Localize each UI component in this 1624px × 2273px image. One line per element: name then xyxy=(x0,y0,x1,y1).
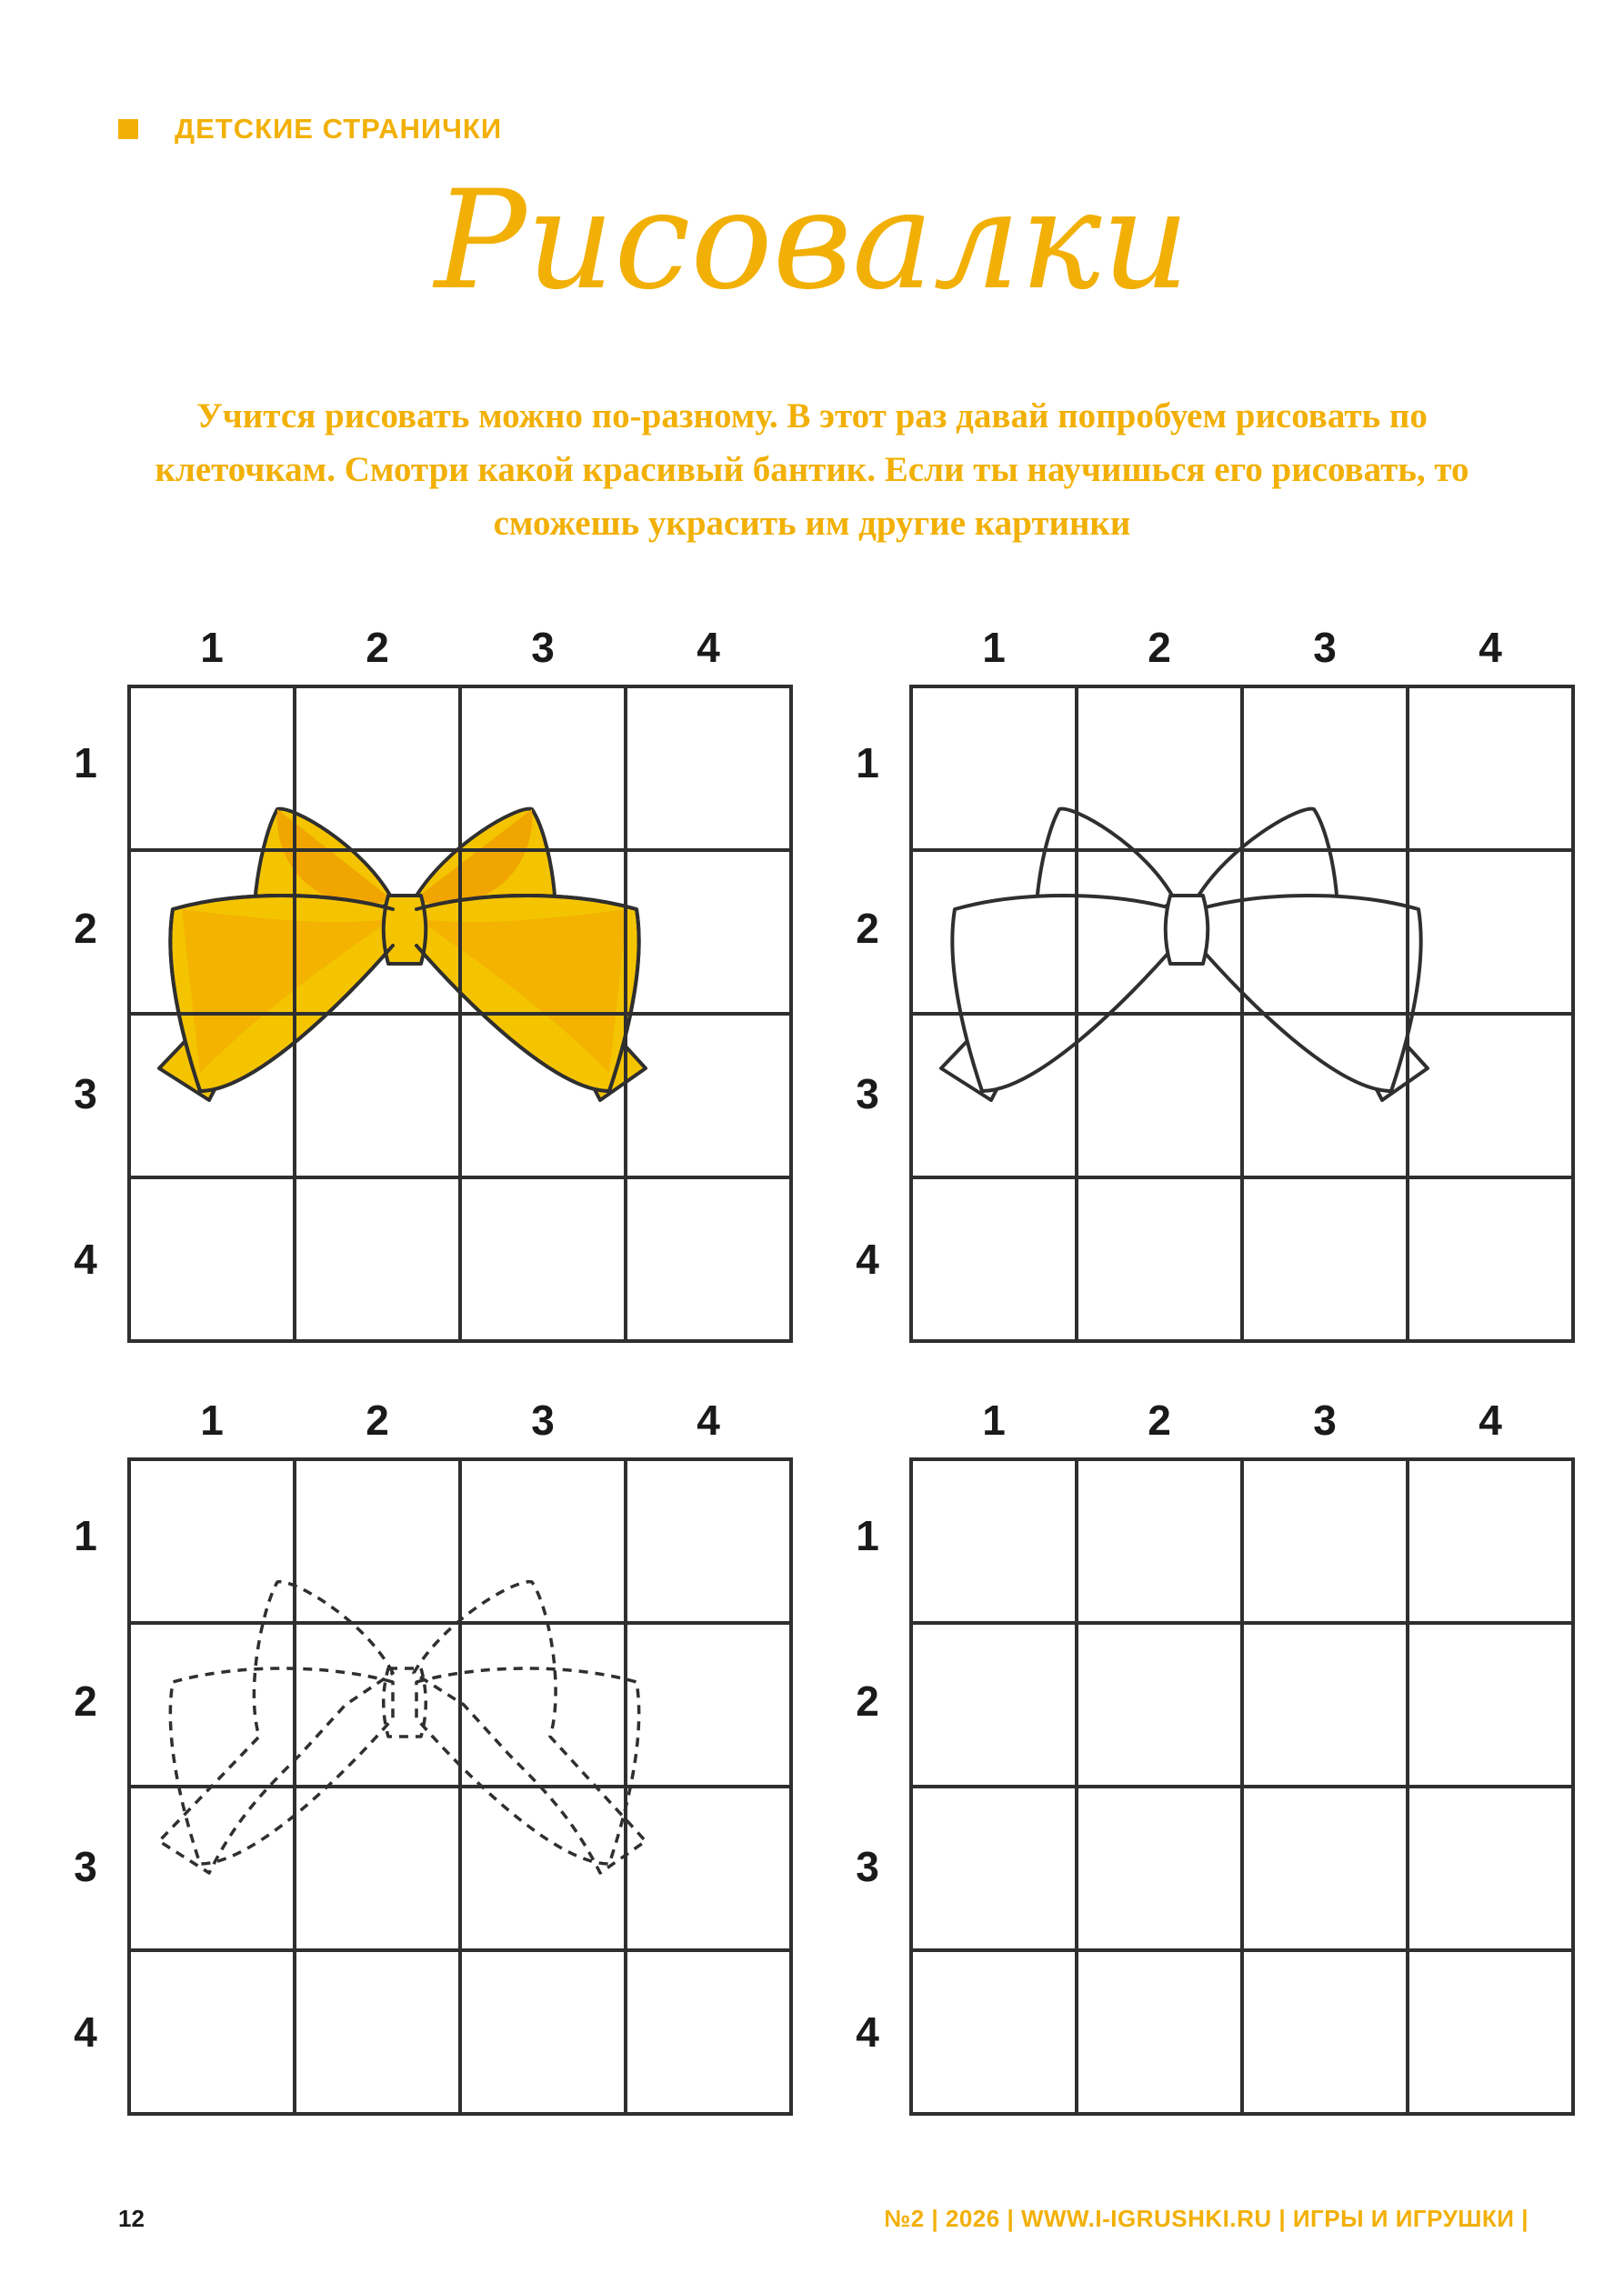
grid-dashed-svg xyxy=(55,1391,837,2118)
grid-outline-svg xyxy=(837,618,1619,1346)
grid-colored xyxy=(55,618,837,1346)
bow-outline-drawing xyxy=(941,809,1428,1100)
col-label: 4 xyxy=(1479,624,1502,671)
row-label: 2 xyxy=(856,905,879,952)
intro-text: Учится рисовать можно по-разному. В этот раз давай попробуем рисовать по клеточкам. Смотри какой красивый бантик. Если ты научишься его рисовать, то сможешь украсить им другие картинки xyxy=(155,396,1469,543)
bow-dashed-drawing xyxy=(159,1582,646,1873)
section-square-icon xyxy=(118,119,138,139)
row-label: 4 xyxy=(74,1236,97,1283)
grid-lines xyxy=(129,686,791,1341)
col-label: 2 xyxy=(1148,1397,1171,1444)
col-label: 3 xyxy=(1313,1397,1337,1444)
row-label: 4 xyxy=(856,2008,879,2056)
row-label: 2 xyxy=(856,1677,879,1725)
row-label: 4 xyxy=(856,1236,879,1283)
col-label: 3 xyxy=(531,624,555,671)
col-label: 1 xyxy=(200,1397,224,1444)
row-label: 3 xyxy=(856,1843,879,1890)
row-label: 1 xyxy=(856,1512,879,1559)
row-label: 2 xyxy=(74,905,97,952)
grid-outline xyxy=(837,618,1619,1346)
col-label: 3 xyxy=(531,1397,555,1444)
grid-lines xyxy=(911,686,1573,1341)
col-label: 4 xyxy=(1479,1397,1502,1444)
col-label: 1 xyxy=(982,1397,1006,1444)
row-label: 1 xyxy=(74,739,97,786)
bow-colored-drawing xyxy=(159,809,646,1100)
grid-dashed xyxy=(55,1391,837,2118)
row-label: 3 xyxy=(74,1070,97,1117)
grid-empty[interactable] xyxy=(837,1391,1619,2118)
issue-info: №2 | 2026 | WWW.I-IGRUSHKI.RU | ИГРЫ И ИГРУШКИ | xyxy=(884,2205,1529,2232)
col-label: 2 xyxy=(1148,624,1171,671)
row-label: 2 xyxy=(74,1677,97,1725)
col-label: 2 xyxy=(366,624,389,671)
page-title: Рисовалки xyxy=(434,162,1190,320)
col-label: 4 xyxy=(697,624,720,671)
row-label: 3 xyxy=(74,1843,97,1890)
section-tag xyxy=(118,113,502,145)
col-label: 1 xyxy=(200,624,224,671)
section-label: ДЕТСКИЕ СТРАНИЧКИ xyxy=(175,113,503,145)
row-label: 3 xyxy=(856,1070,879,1117)
col-label: 3 xyxy=(1313,624,1337,671)
row-label: 4 xyxy=(74,2008,97,2056)
grid-lines xyxy=(129,1459,791,2114)
row-label: 1 xyxy=(856,739,879,786)
grid-lines xyxy=(911,1459,1573,2114)
row-label: 1 xyxy=(74,1512,97,1559)
col-label: 2 xyxy=(366,1397,389,1444)
grid-empty-svg[interactable] xyxy=(837,1391,1619,2118)
page-number: 12 xyxy=(118,2205,145,2232)
col-label: 4 xyxy=(697,1397,720,1444)
col-label: 1 xyxy=(982,624,1006,671)
grid-colored-svg xyxy=(55,618,837,1346)
